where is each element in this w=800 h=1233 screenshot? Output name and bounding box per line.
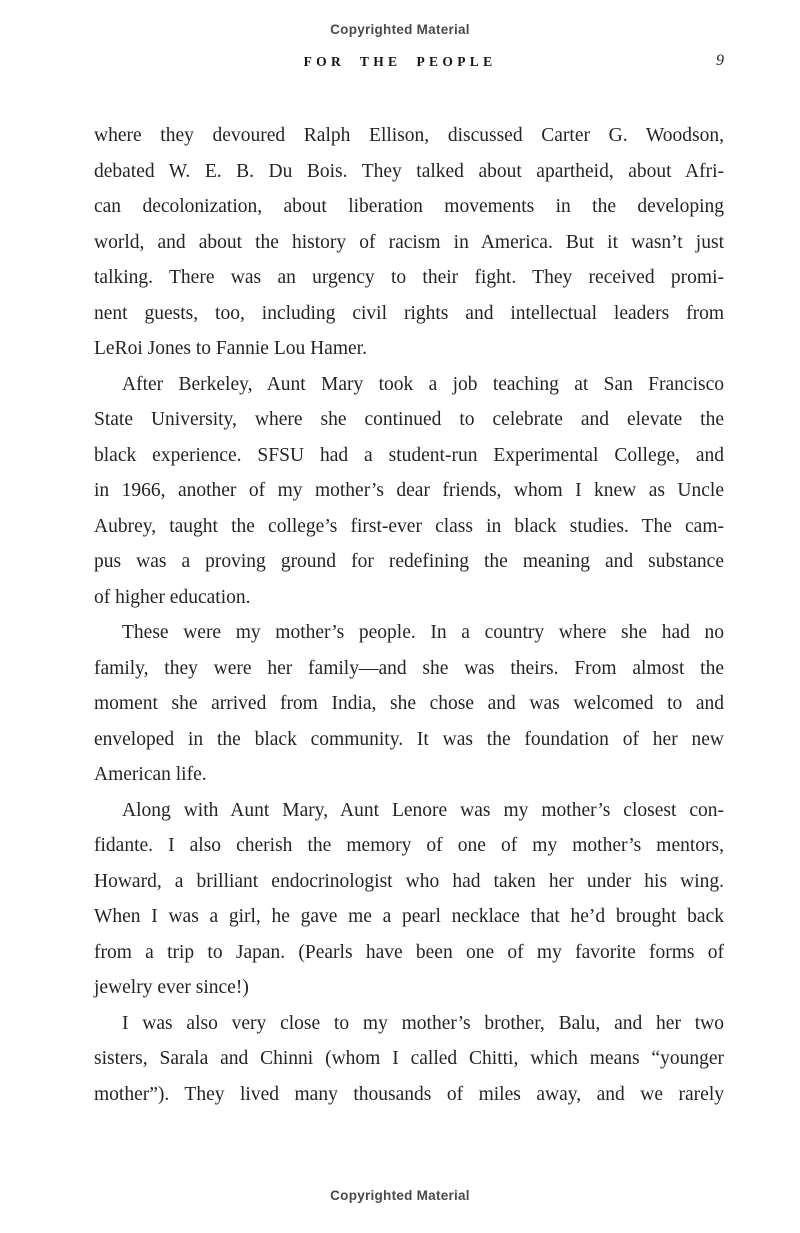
text-line: mother”). They lived many thousands of miles away, and we rarely bbox=[94, 1083, 724, 1105]
paragraph bbox=[94, 367, 724, 616]
paragraph bbox=[94, 615, 724, 793]
copyright-notice-top: Copyrighted Material bbox=[330, 22, 470, 37]
page-number: 9 bbox=[716, 52, 724, 69]
text-line: These were my mother’s people. In a country where she had no bbox=[122, 622, 724, 643]
text-line: where they devoured Ralph Ellison, discussed Carter G. Woodson, bbox=[94, 125, 724, 146]
text-line: in 1966, another of my mother’s dear friends, whom I knew as Uncle bbox=[94, 480, 724, 501]
text-line: can decolonization, about liberation movements in the developing bbox=[94, 196, 724, 217]
running-header bbox=[0, 54, 800, 72]
text-line: State University, where she continued to celebrate and elevate the bbox=[94, 409, 724, 430]
text-line: Along with Aunt Mary, Aunt Lenore was my mother’s closest con- bbox=[122, 799, 724, 821]
text-line: talking. There was an urgency to their fight. They received promi- bbox=[94, 267, 724, 288]
text-line: jewelry ever since!) bbox=[94, 977, 249, 998]
paragraph bbox=[94, 118, 724, 367]
text-line: from a trip to Japan. (Pearls have been one of my favorite forms of bbox=[94, 941, 724, 963]
text-line: nent guests, too, including civil rights and intellectual leaders from bbox=[94, 302, 724, 324]
text-line: moment she arrived from India, she chose and was welcomed to and bbox=[94, 693, 724, 714]
text-line: sisters, Sarala and Chinni (whom I called Chitti, which means “younger bbox=[94, 1048, 724, 1069]
text-line: family, they were her family—and she was theirs. From almost the bbox=[94, 657, 724, 679]
text-line: fidante. I also cherish the memory of one of my mother’s mentors, bbox=[94, 835, 724, 856]
text-line: of higher education. bbox=[94, 586, 251, 608]
text-line: LeRoi Jones to Fannie Lou Hamer. bbox=[94, 338, 367, 359]
text-line: black experience. SFSU had a student-run Experimental College, and bbox=[94, 444, 724, 466]
text-line: Aubrey, taught the college’s first-ever class in black studies. The cam- bbox=[94, 515, 724, 537]
text-line: Howard, a brilliant endocrinologist who had taken her under his wing. bbox=[94, 870, 724, 892]
text-line: debated W. E. B. Du Bois. They talked about apartheid, about Afri- bbox=[94, 160, 724, 182]
text-line: When I was a girl, he gave me a pearl necklace that he’d brought back bbox=[94, 906, 724, 927]
paragraph bbox=[94, 793, 724, 1006]
text-line: American life. bbox=[94, 764, 207, 785]
text-line: pus was a proving ground for redefining the meaning and substance bbox=[94, 551, 724, 572]
copyright-notice-bottom: Copyrighted Material bbox=[330, 1188, 470, 1203]
body-text bbox=[94, 118, 724, 1112]
paragraph bbox=[94, 1006, 724, 1113]
text-line: world, and about the history of racism in America. But it wasn’t just bbox=[94, 231, 724, 253]
running-header-title: FOR THE PEOPLE bbox=[303, 54, 497, 69]
text-line: After Berkeley, Aunt Mary took a job teaching at San Francisco bbox=[122, 373, 724, 395]
text-line: enveloped in the black community. It was the foundation of her new bbox=[94, 728, 724, 750]
text-line: I was also very close to my mother’s brother, Balu, and her two bbox=[122, 1012, 724, 1034]
